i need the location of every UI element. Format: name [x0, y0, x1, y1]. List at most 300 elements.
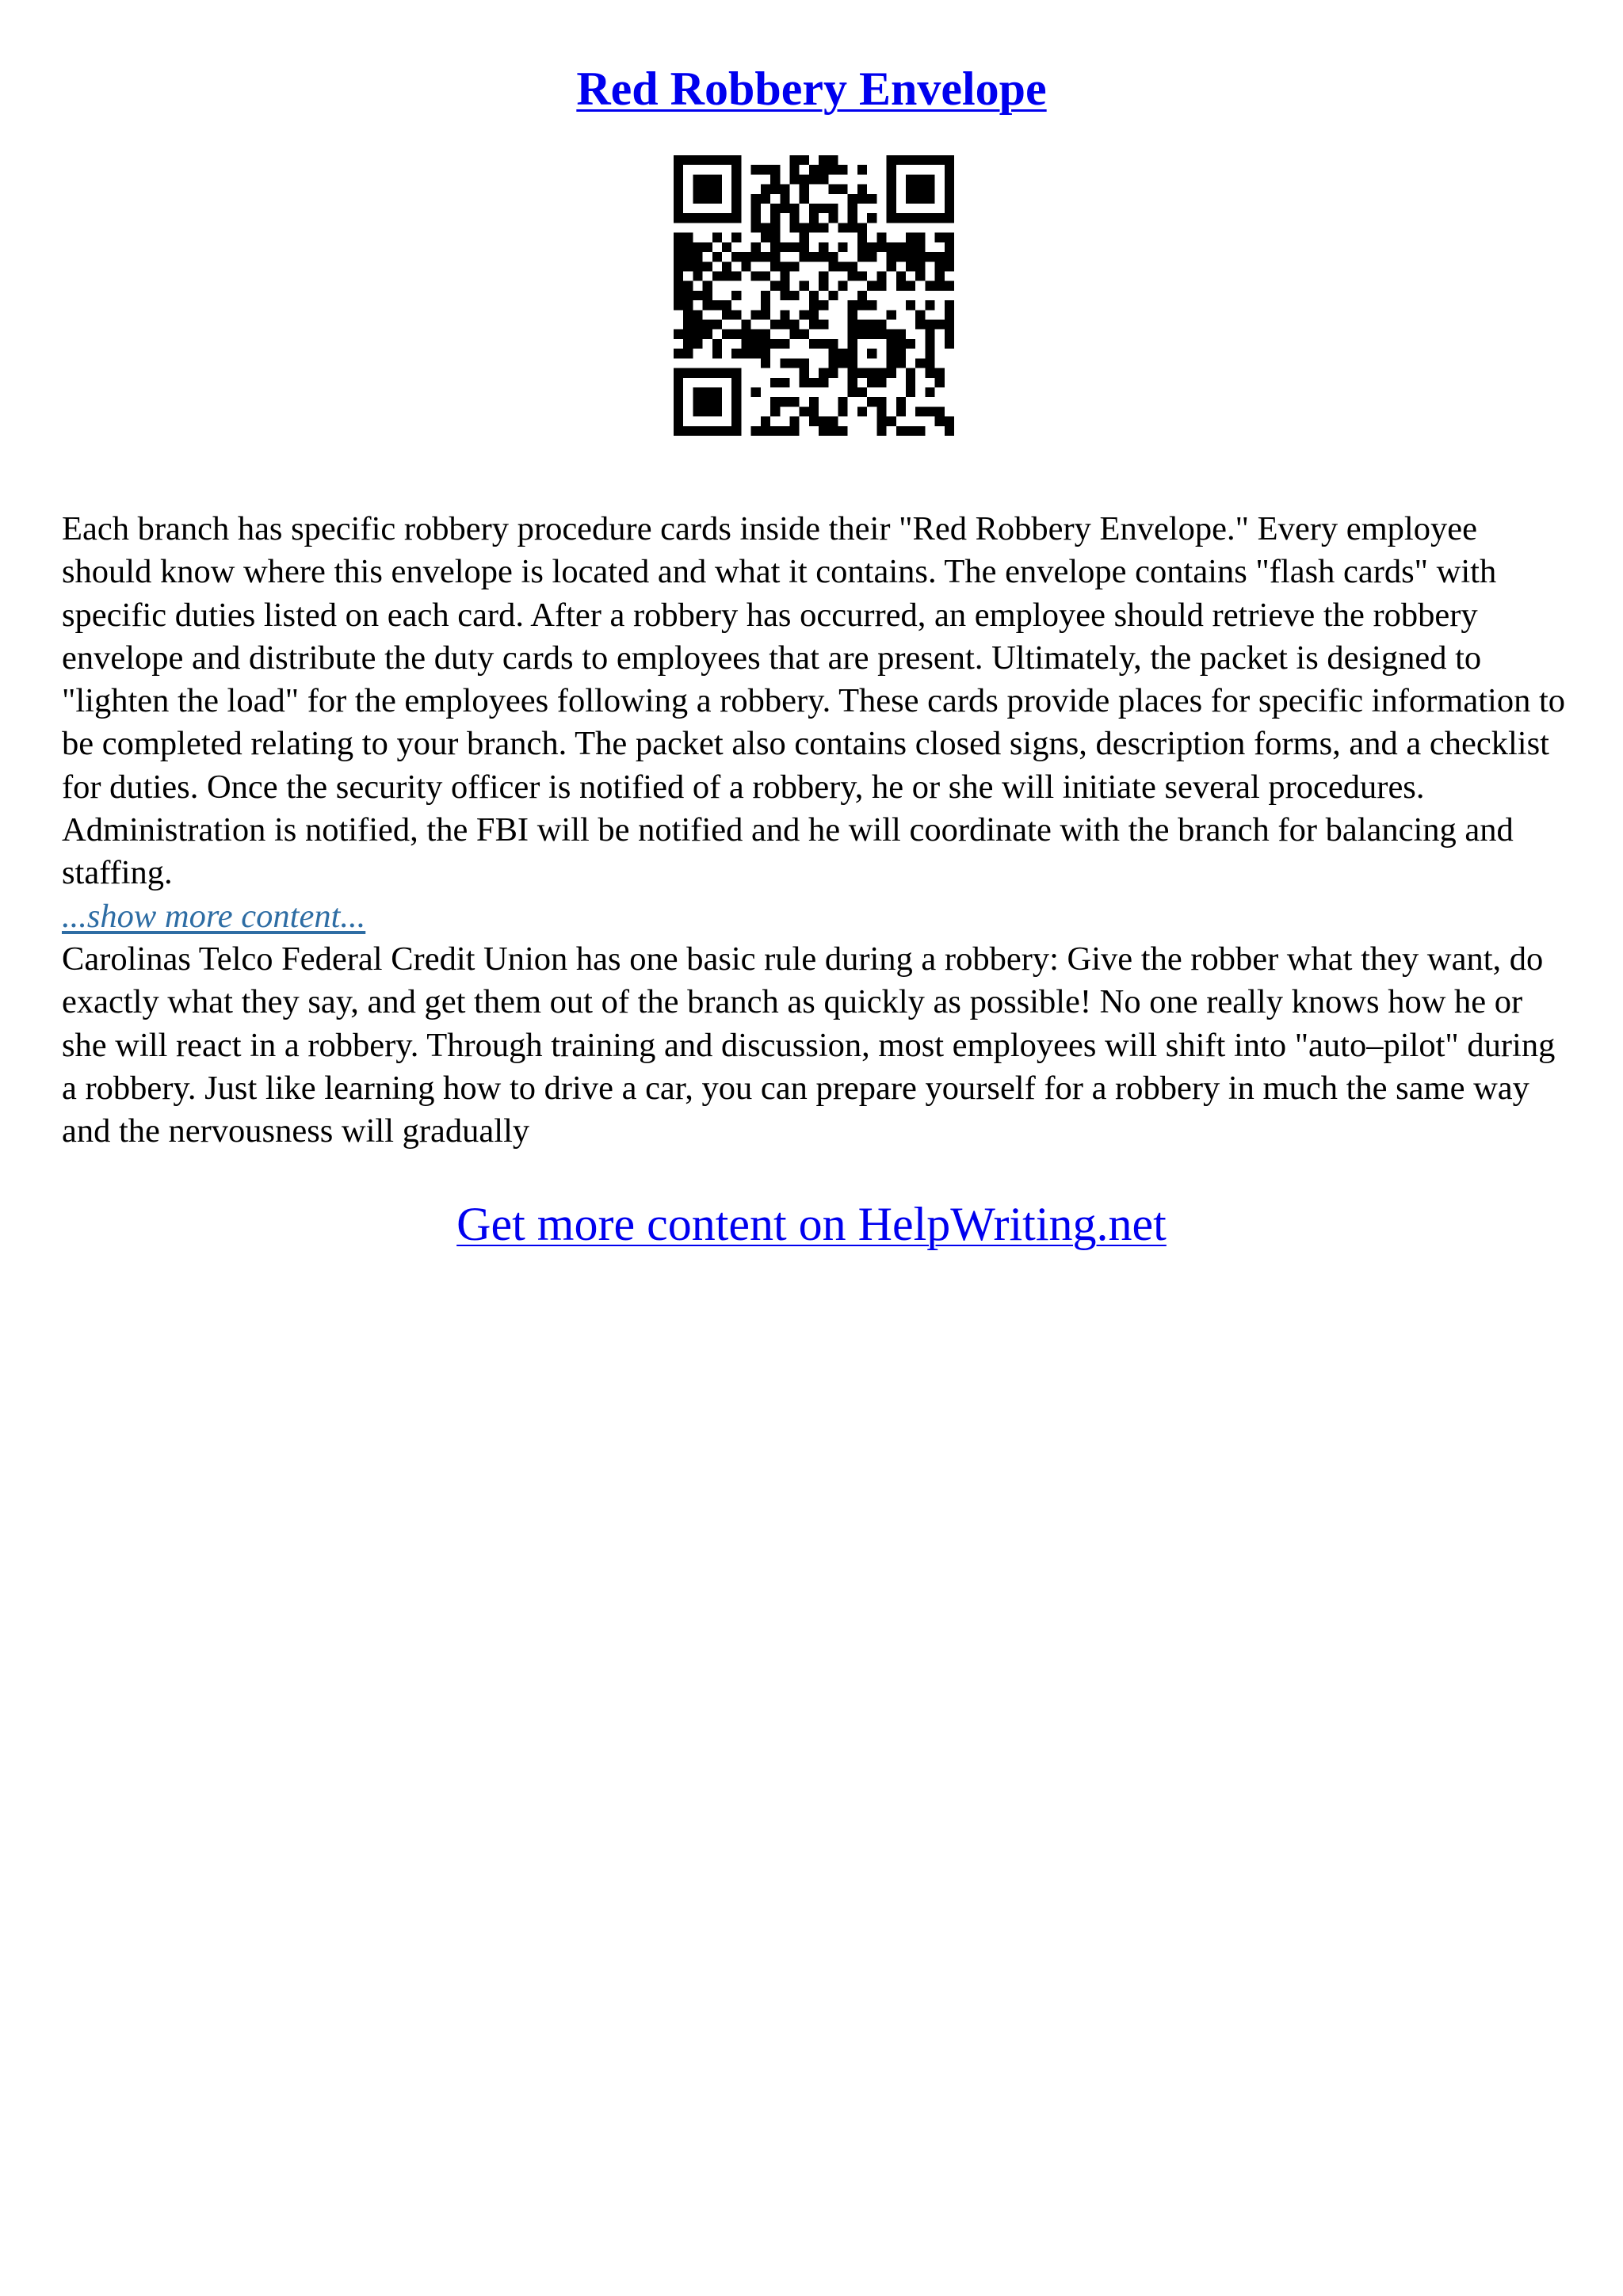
paragraph-2: Carolinas Telco Federal Credit Union has one basic rule during a robbery: Give the robber what they want, do exactly what they say, and get them out of the branch as quickly as possible! No one really knows how he or she will react in a robbery. Through training and discussion, most employees will shift into "auto–pilot" during a robbery. Just like learning how to drive a car, you can prepare yourself for a robbery in much the same way and the nervousness will gradually — [62, 940, 1556, 1150]
qr-data-module — [780, 358, 789, 368]
qr-data-module — [848, 378, 857, 387]
qr-data-module — [683, 281, 693, 291]
qr-data-module — [809, 204, 819, 213]
qr-data-module — [896, 339, 906, 349]
qr-data-module — [915, 426, 925, 436]
qr-finder-module — [887, 165, 896, 213]
qr-data-module — [945, 281, 954, 291]
qr-data-module — [722, 330, 731, 339]
qr-data-module — [935, 320, 945, 330]
qr-data-module — [906, 378, 915, 387]
qr-data-module — [751, 252, 761, 261]
qr-data-module — [819, 368, 828, 378]
qr-data-module — [819, 320, 828, 330]
qr-data-module — [848, 320, 857, 330]
qr-data-module — [935, 417, 945, 426]
qr-data-module — [741, 320, 750, 330]
qr-data-module — [703, 281, 712, 291]
qr-data-module — [945, 426, 954, 436]
qr-data-module — [780, 291, 789, 300]
qr-data-module — [770, 185, 780, 194]
qr-data-module — [780, 397, 789, 406]
qr-timing-module — [731, 233, 741, 242]
qr-data-module — [770, 165, 780, 174]
qr-data-module — [876, 397, 886, 406]
qr-data-module — [857, 185, 867, 194]
qr-data-module — [945, 417, 954, 426]
qr-data-module — [683, 339, 693, 349]
qr-data-module — [683, 261, 693, 271]
qr-data-module — [896, 252, 906, 261]
qr-finder-module — [674, 165, 683, 213]
qr-data-module — [857, 252, 867, 261]
qr-data-module — [935, 261, 945, 271]
qr-data-module — [770, 378, 780, 387]
qr-data-module — [915, 261, 925, 271]
qr-data-module — [789, 291, 799, 300]
qr-data-module — [809, 406, 819, 416]
qr-data-module — [857, 194, 867, 204]
qr-data-module — [819, 174, 828, 184]
qr-data-module — [857, 387, 867, 397]
qr-data-module — [789, 174, 799, 184]
qr-data-module — [789, 165, 799, 174]
qr-data-module — [683, 320, 693, 330]
qr-data-module — [848, 194, 857, 204]
qr-data-module — [761, 349, 770, 358]
qr-data-module — [712, 339, 722, 349]
qr-data-module — [770, 204, 780, 213]
qr-data-module — [683, 242, 693, 252]
qr-data-module — [780, 281, 789, 291]
qr-data-module — [800, 252, 809, 261]
qr-data-module — [896, 397, 906, 406]
qr-data-module — [693, 330, 702, 339]
qr-data-module — [848, 310, 857, 319]
qr-data-module — [751, 387, 761, 397]
qr-data-module — [906, 368, 915, 378]
qr-data-module — [857, 223, 867, 232]
qr-data-module — [809, 291, 819, 300]
qr-data-module — [945, 233, 954, 242]
qr-data-module — [887, 310, 896, 319]
qr-data-module — [722, 242, 731, 252]
qr-data-module — [828, 155, 838, 165]
qr-data-module — [809, 397, 819, 406]
qr-data-module — [906, 387, 915, 397]
qr-data-module — [876, 378, 886, 387]
qr-data-module — [761, 417, 770, 426]
qr-data-module — [789, 223, 799, 232]
qr-data-module — [935, 252, 945, 261]
qr-data-module — [906, 300, 915, 310]
qr-data-module — [751, 349, 761, 358]
qr-data-module — [935, 233, 945, 242]
qr-data-module — [693, 261, 702, 271]
qr-data-module — [915, 320, 925, 330]
qr-data-module — [800, 406, 809, 416]
qr-data-module — [712, 349, 722, 358]
qr-data-module — [761, 300, 770, 310]
qr-data-module — [848, 387, 857, 397]
qr-data-module — [674, 330, 683, 339]
qr-data-module — [819, 300, 828, 310]
qr-data-module — [848, 223, 857, 232]
qr-data-module — [857, 271, 867, 280]
qr-data-module — [819, 281, 828, 291]
qr-data-module — [809, 300, 819, 310]
qr-data-module — [761, 194, 770, 204]
qr-data-module — [915, 406, 925, 416]
qr-data-module — [867, 378, 876, 387]
qr-data-module — [751, 204, 761, 213]
qr-data-module — [819, 204, 828, 213]
qr-data-module — [800, 155, 809, 165]
qr-data-module — [819, 271, 828, 280]
qr-data-module — [876, 242, 886, 252]
qr-data-module — [828, 417, 838, 426]
qr-data-module — [828, 252, 838, 261]
qr-data-module — [789, 261, 799, 271]
qr-data-module — [935, 271, 945, 280]
qr-data-module — [780, 378, 789, 387]
qr-data-module — [683, 349, 693, 358]
qr-data-module — [876, 406, 886, 416]
qr-data-module — [838, 223, 848, 232]
qr-data-module — [800, 242, 809, 252]
qr-timing-module — [789, 213, 799, 223]
qr-data-module — [819, 223, 828, 232]
qr-data-module — [915, 233, 925, 242]
qr-data-module — [945, 330, 954, 339]
qr-data-module — [722, 271, 731, 280]
qr-data-module — [828, 291, 838, 300]
qr-data-module — [876, 271, 886, 280]
qr-data-module — [683, 300, 693, 310]
qr-data-module — [789, 330, 799, 339]
qr-data-module — [838, 242, 848, 252]
qr-data-module — [867, 194, 876, 204]
qr-data-module — [770, 261, 780, 271]
qr-data-module — [915, 242, 925, 252]
qr-data-module — [789, 204, 799, 213]
qr-timing-module — [848, 213, 857, 223]
qr-data-module — [761, 233, 770, 242]
qr-data-module — [789, 397, 799, 406]
qr-data-module — [741, 339, 750, 349]
qr-data-module — [887, 252, 896, 261]
qr-finder-module — [674, 368, 741, 378]
qr-data-module — [789, 358, 799, 368]
qr-data-module — [761, 330, 770, 339]
qr-data-module — [867, 300, 876, 310]
qr-data-module — [674, 261, 683, 271]
qr-data-module — [751, 242, 761, 252]
qr-data-module — [819, 155, 828, 165]
qr-data-module — [800, 310, 809, 319]
qr-data-module — [770, 233, 780, 242]
qr-data-module — [945, 310, 954, 319]
qr-data-module — [828, 349, 838, 358]
qr-data-module — [751, 310, 761, 319]
qr-data-module — [674, 233, 683, 242]
qr-data-module — [674, 252, 683, 261]
qr-data-module — [809, 165, 819, 174]
qr-data-module — [945, 261, 954, 271]
qr-data-module — [925, 358, 934, 368]
qr-data-module — [789, 426, 799, 436]
qr-data-module — [925, 300, 934, 310]
qr-data-module — [945, 320, 954, 330]
qr-data-module — [674, 300, 683, 310]
qr-data-module — [925, 330, 934, 339]
qr-finder-module — [731, 165, 741, 213]
qr-data-module — [828, 358, 838, 368]
get-more-content-link[interactable]: Get more content on HelpWriting.net — [456, 1198, 1167, 1250]
qr-data-module — [800, 358, 809, 368]
qr-data-module — [867, 397, 876, 406]
qr-data-module — [703, 330, 712, 339]
qr-data-module — [780, 320, 789, 330]
qr-data-module — [896, 406, 906, 416]
qr-finder-module — [731, 378, 741, 426]
qr-data-module — [722, 300, 731, 310]
qr-data-module — [712, 320, 722, 330]
qr-data-module — [703, 300, 712, 310]
qr-data-module — [741, 261, 750, 271]
qr-data-module — [838, 397, 848, 406]
qr-data-module — [945, 242, 954, 252]
qr-data-module — [838, 426, 848, 436]
qr-data-module — [703, 242, 712, 252]
qr-data-module — [848, 300, 857, 310]
qr-timing-module — [731, 330, 741, 339]
qr-data-module — [887, 261, 896, 271]
qr-data-module — [819, 378, 828, 387]
qr-data-module — [683, 330, 693, 339]
qr-data-module — [712, 252, 722, 261]
qr-data-module — [674, 242, 683, 252]
qr-data-module — [761, 165, 770, 174]
qr-data-module — [819, 426, 828, 436]
qr-alignment-module — [848, 339, 857, 368]
page-title — [0, 57, 1623, 120]
qr-data-module — [915, 358, 925, 368]
qr-data-module — [741, 349, 750, 358]
qr-data-module — [693, 291, 702, 300]
qr-data-module — [789, 242, 799, 252]
qr-data-module — [906, 242, 915, 252]
qr-data-module — [828, 368, 838, 378]
qr-data-module — [674, 291, 683, 300]
qr-data-module — [741, 330, 750, 339]
qr-finder-module — [887, 155, 954, 165]
paragraph-1: Each branch has specific robbery procedure cards inside their "Red Robbery Envelope." Every employee should know where this envelope is located and what it contains. The envelope contains "flash cards" with specific duties listed on each card. After a robbery has occurred, an employee should retrieve the robbery envelope and distribute the duty cards to employees that are present. Ultimately, the packet is designed to "lighten the load" for the employees following a robbery. These cards provide places for specific information to be completed relating to your branch. The packet also contains closed signs, description forms, and a checklist for duties. Once the security officer is notified of a robbery, he or she will initiate several procedures. Administration is notified, the FBI will be notified and he will coordinate with the branch for balancing and staffing. — [62, 510, 1566, 892]
qr-data-module — [789, 320, 799, 330]
qr-timing-module — [731, 310, 741, 319]
qr-data-module — [857, 233, 867, 242]
qr-data-module — [828, 426, 838, 436]
qr-code-icon — [674, 155, 954, 436]
qr-data-module — [761, 271, 770, 280]
qr-data-module — [906, 252, 915, 261]
qr-data-module — [800, 233, 809, 242]
qr-data-module — [828, 185, 838, 194]
qr-data-module — [848, 261, 857, 271]
qr-data-module — [693, 339, 702, 349]
qr-data-module — [674, 349, 683, 358]
qr-data-module — [867, 281, 876, 291]
qr-data-module — [876, 426, 886, 436]
qr-data-module — [896, 358, 906, 368]
qr-data-module — [761, 252, 770, 261]
qr-timing-module — [809, 213, 819, 223]
qr-data-module — [925, 349, 934, 358]
qr-data-module — [693, 252, 702, 261]
qr-alignment-module — [887, 339, 896, 368]
qr-data-module — [722, 310, 731, 319]
qr-data-module — [789, 155, 799, 165]
qr-data-module — [674, 271, 683, 280]
qr-data-module — [945, 339, 954, 349]
qr-data-module — [751, 165, 761, 174]
qr-finder-module — [674, 378, 683, 426]
qr-data-module — [906, 426, 915, 436]
qr-data-module — [876, 320, 886, 330]
qr-data-module — [925, 339, 934, 349]
qr-data-module — [770, 242, 780, 252]
qr-data-module — [800, 330, 809, 339]
qr-data-module — [848, 204, 857, 213]
title-link[interactable]: Red Robbery Envelope — [576, 63, 1047, 115]
qr-finder-module — [674, 426, 741, 436]
qr-data-module — [770, 281, 780, 291]
qr-data-module — [751, 339, 761, 349]
qr-data-module — [683, 310, 693, 319]
qr-data-module — [703, 291, 712, 300]
qr-data-module — [838, 358, 848, 368]
qr-data-module — [761, 185, 770, 194]
cta — [0, 1192, 1623, 1256]
qr-data-module — [876, 233, 886, 242]
qr-data-module — [751, 194, 761, 204]
qr-finder-module — [887, 213, 954, 223]
qr-data-module — [809, 378, 819, 387]
qr-data-module — [703, 261, 712, 271]
qr-data-module — [761, 310, 770, 319]
qr-data-module — [819, 252, 828, 261]
qr-data-module — [693, 271, 702, 280]
qr-data-module — [770, 339, 780, 349]
qr-timing-module — [731, 349, 741, 358]
qr-data-module — [693, 310, 702, 319]
qr-data-module — [906, 233, 915, 242]
qr-data-module — [809, 252, 819, 261]
qr-data-module — [674, 281, 683, 291]
qr-data-module — [838, 281, 848, 291]
qr-data-module — [780, 310, 789, 319]
qr-data-module — [683, 252, 693, 261]
qr-data-module — [896, 242, 906, 252]
qr-data-module — [945, 252, 954, 261]
qr-data-module — [809, 339, 819, 349]
qr-data-module — [809, 310, 819, 319]
qr-data-module — [770, 406, 780, 416]
qr-data-module — [800, 281, 809, 291]
qr-data-module — [857, 242, 867, 252]
qr-code — [674, 155, 954, 436]
qr-data-module — [915, 310, 925, 319]
qr-data-module — [800, 368, 809, 378]
qr-data-module — [935, 368, 945, 378]
qr-data-module — [896, 330, 906, 339]
qr-data-module — [712, 271, 722, 280]
qr-data-module — [819, 165, 828, 174]
qr-data-module — [848, 271, 857, 280]
qr-data-module — [876, 281, 886, 291]
qr-finder-module — [693, 387, 722, 417]
qr-data-module — [867, 252, 876, 261]
qr-data-module — [751, 330, 761, 339]
qr-data-module — [780, 204, 789, 213]
qr-data-module — [770, 252, 780, 261]
qr-data-module — [780, 185, 789, 194]
qr-data-module — [800, 174, 809, 184]
qr-timing-module — [751, 213, 761, 223]
article-body — [62, 508, 1568, 1153]
qr-data-module — [761, 291, 770, 300]
qr-data-module — [751, 271, 761, 280]
qr-data-module — [741, 252, 750, 261]
qr-data-module — [712, 300, 722, 310]
qr-data-module — [770, 223, 780, 232]
qr-data-module — [857, 165, 867, 174]
qr-data-module — [761, 223, 770, 232]
qr-alignment-module — [867, 349, 876, 358]
qr-data-module — [838, 349, 848, 358]
qr-data-module — [809, 417, 819, 426]
qr-timing-module — [770, 213, 780, 223]
qr-data-module — [925, 387, 934, 397]
qr-data-module — [857, 320, 867, 330]
qr-data-module — [838, 165, 848, 174]
qr-data-module — [906, 281, 915, 291]
qr-data-module — [819, 339, 828, 349]
qr-data-module — [867, 320, 876, 330]
qr-data-module — [683, 233, 693, 242]
qr-data-module — [693, 242, 702, 252]
qr-data-module — [887, 242, 896, 252]
qr-data-module — [896, 349, 906, 358]
qr-data-module — [693, 320, 702, 330]
qr-alignment-module — [848, 368, 896, 378]
qr-data-module — [800, 194, 809, 204]
qr-timing-module — [867, 213, 876, 223]
qr-data-module — [838, 185, 848, 194]
qr-data-module — [925, 368, 934, 378]
qr-data-module — [828, 339, 838, 349]
qr-data-module — [809, 320, 819, 330]
qr-data-module — [828, 165, 838, 174]
qr-data-module — [896, 426, 906, 436]
qr-finder-module — [906, 174, 935, 204]
qr-timing-module — [731, 291, 741, 300]
qr-data-module — [800, 378, 809, 387]
qr-data-module — [857, 406, 867, 416]
show-more-link[interactable]: ...show more content... — [62, 897, 366, 935]
qr-data-module — [925, 281, 934, 291]
qr-data-module — [780, 426, 789, 436]
